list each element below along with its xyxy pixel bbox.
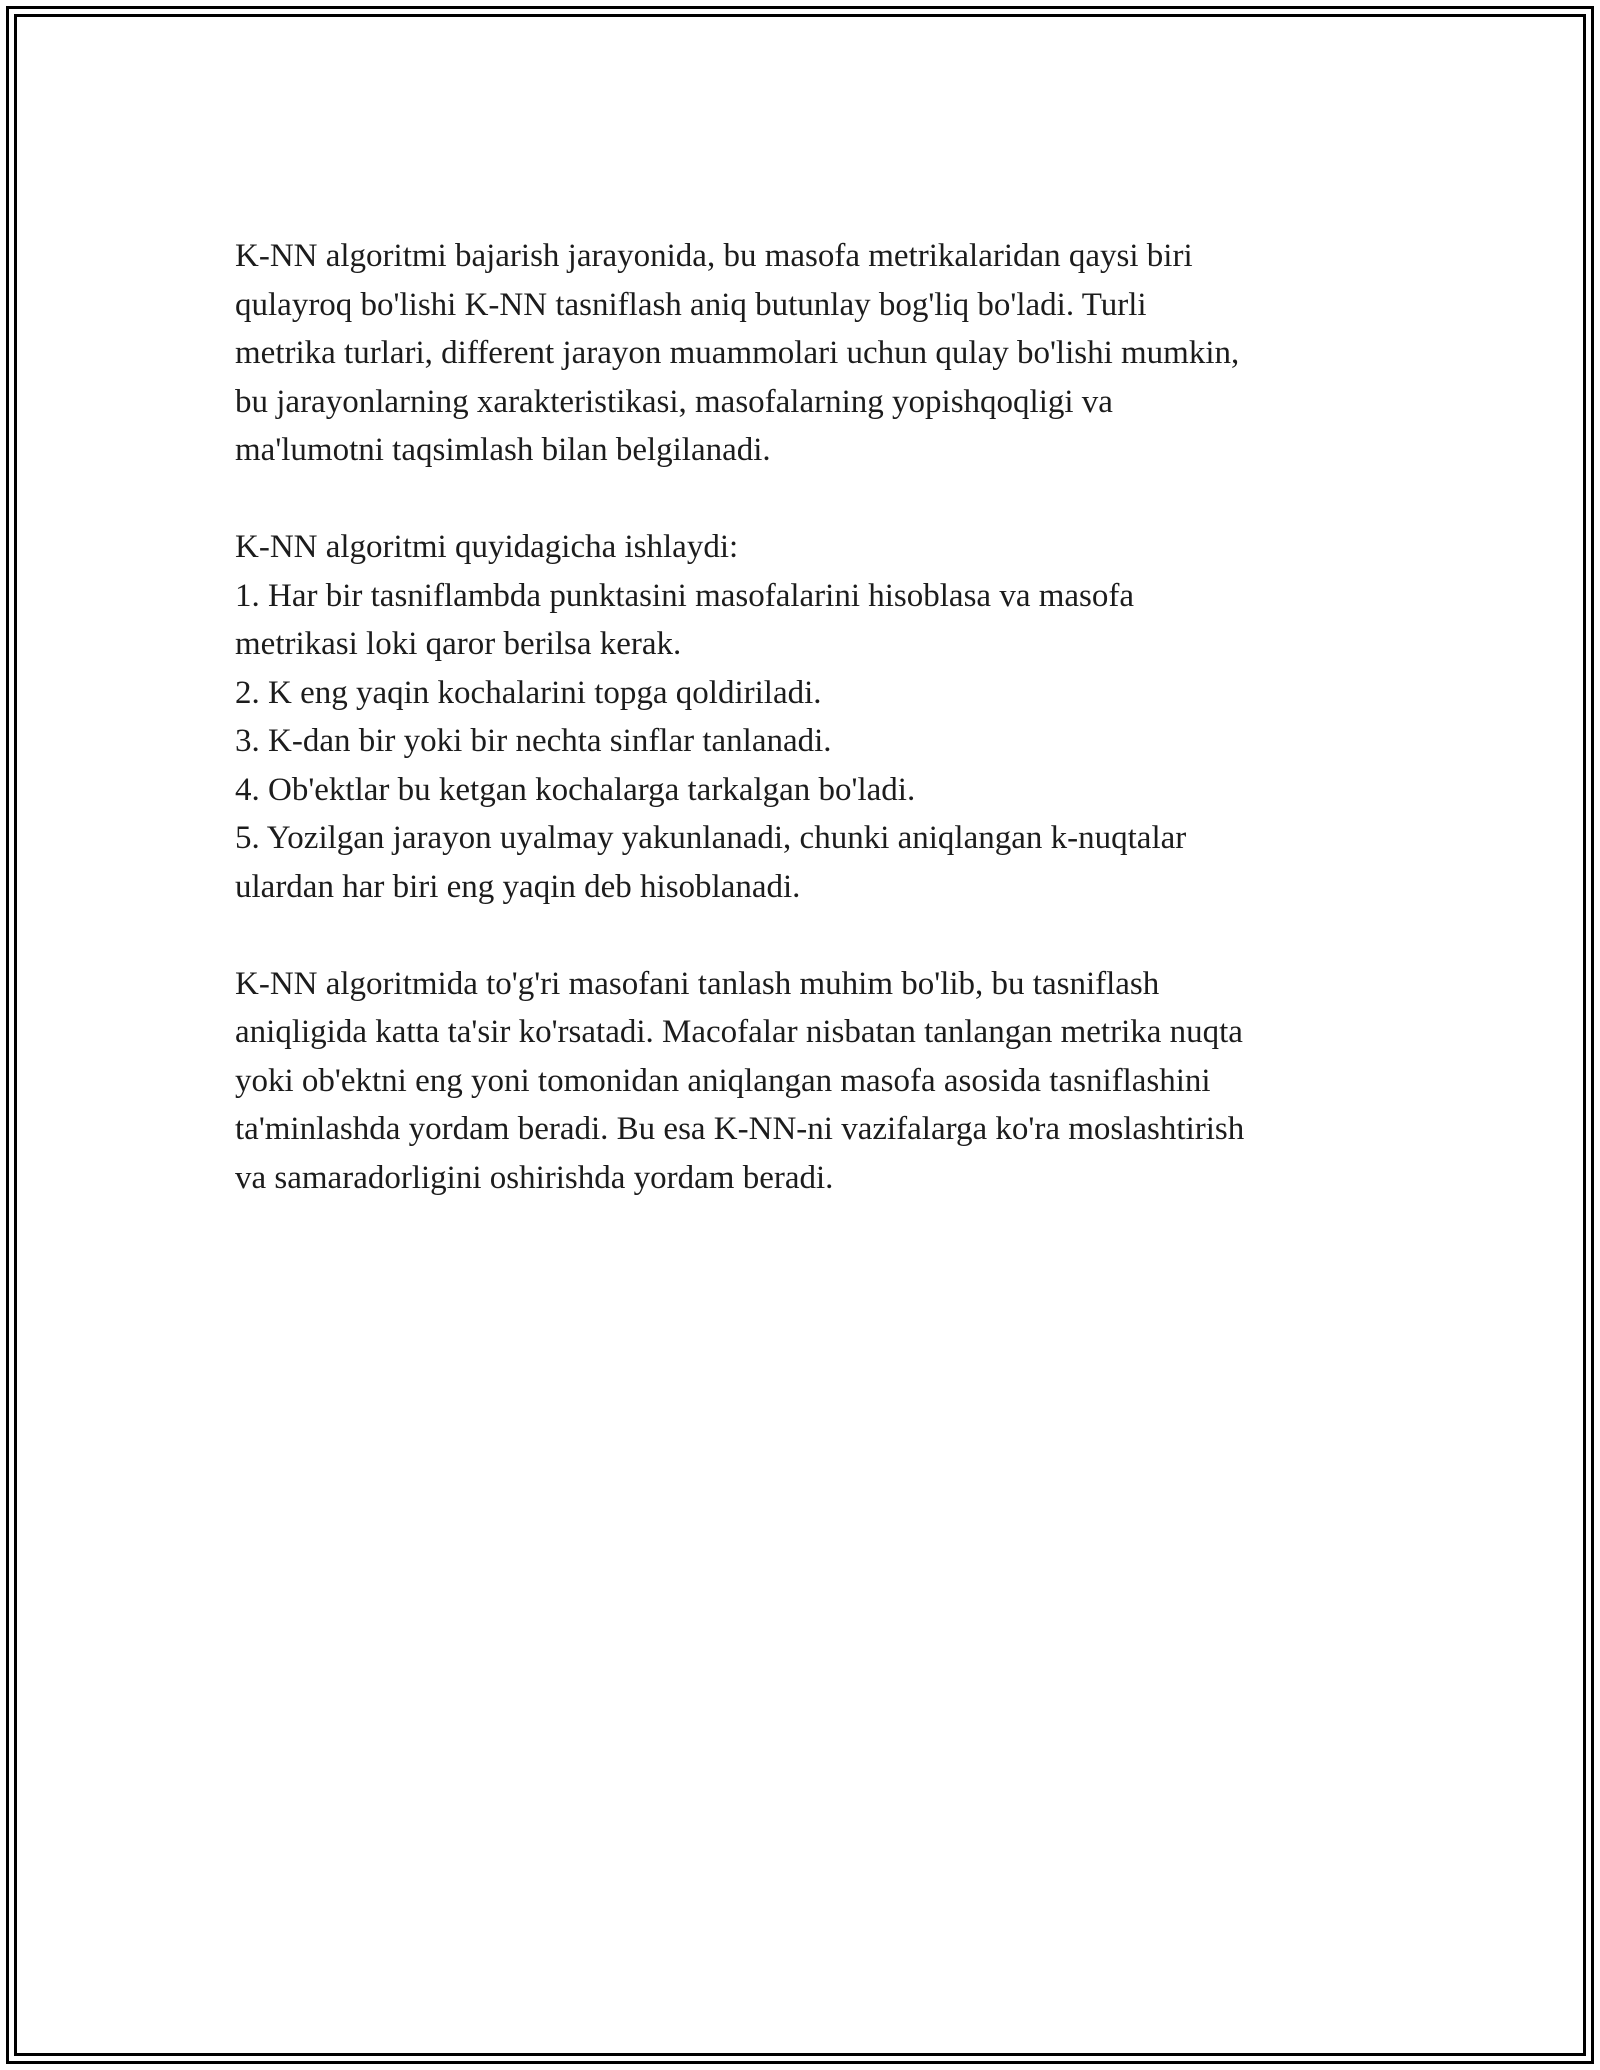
list-item: 1. Har bir tasniflambda punktasini masofalarini hisoblasa va masofa [235,577,1135,614]
list-item: 3. K-dan bir yoki bir nechta sinflar tanlanadi. [235,723,832,759]
text-line: bu jarayonlarning xarakteristikasi, masofalarning yopishqoqligi va [235,383,1113,420]
text-line: ulardan har biri eng yaqin deb hisoblanadi. [235,868,801,905]
text-line: K-NN algoritmida to'g'ri masofani tanlash muhim bo'lib, bu tasniflash [235,965,1160,1002]
paragraph-algorithm-steps [235,523,1375,911]
paragraph-gap [235,475,1375,524]
document-body [235,232,1375,1202]
text-line: yoki ob'ektni eng yoni tomonidan aniqlangan masofa asosida tasniflashini [235,1062,1211,1099]
text-line: metrikasi loki qaror berilsa kerak. [235,626,682,662]
list-item: 2. K eng yaqin kochalarini topga qoldiriladi. [235,674,822,711]
paragraph-conclusion [235,960,1375,1203]
text-line: va samaradorligini oshirishda yordam beradi. [235,1159,834,1196]
text-line: qulayroq bo'lishi K-NN tasniflash aniq butunlay bog'liq bo'ladi. Turli [235,286,1147,323]
text-line: aniqligida katta ta'sir ko'rsatadi. Macofalar nisbatan tanlangan metrika nuqta [235,1014,1243,1050]
paragraph-gap [235,911,1375,960]
text-line: metrika turlari, different jarayon muammolari uchun qulay bo'lishi mumkin, [235,335,1240,371]
text-line: ma'lumotni taqsimlash bilan belgilanadi. [235,432,771,468]
paragraph-distance-metrics [235,232,1375,475]
text-line: K-NN algoritmi quyidagicha ishlaydi: [235,529,739,565]
list-item: 4. Ob'ektlar bu ketgan kochalarga tarkalgan bo'ladi. [235,771,916,808]
text-line: ta'minlashda yordam beradi. Bu esa K-NN-ni vazifalarga ko'ra moslashtirish [235,1111,1245,1147]
list-item: 5. Yozilgan jarayon uyalmay yakunlanadi, chunki aniqlangan k-nuqtalar [235,820,1187,856]
text-line: K-NN algoritmi bajarish jarayonida, bu masofa metrikalaridan qaysi biri [235,238,1193,274]
